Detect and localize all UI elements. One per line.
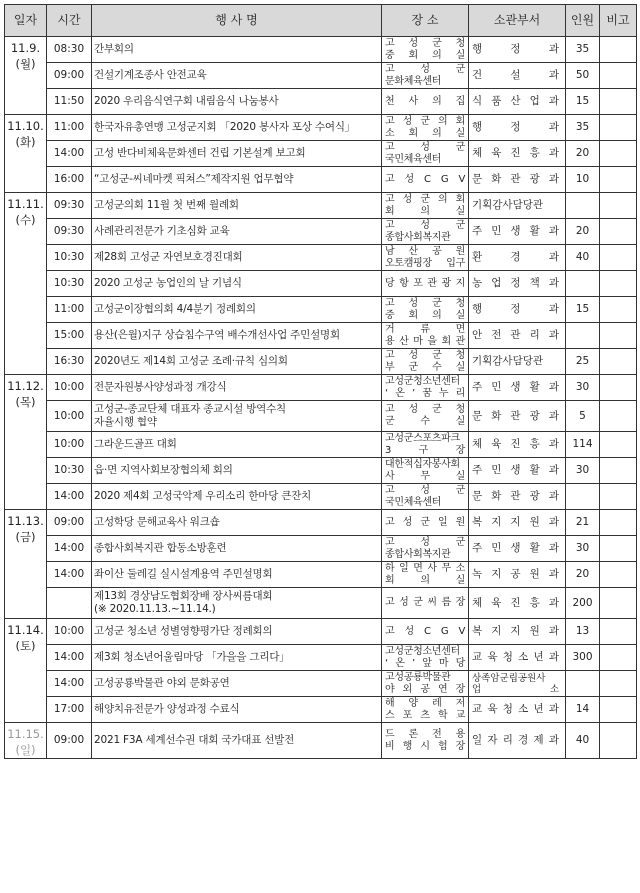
day-label: (목)	[15, 395, 36, 409]
time-cell: 14:00	[47, 671, 92, 697]
event-name-line: 자율시행 협약	[94, 416, 157, 428]
department-cell: 행 정 과	[469, 37, 566, 63]
department-line: 상족암군립공원사	[472, 672, 546, 684]
attendee-count-cell	[566, 671, 600, 697]
date-cell	[5, 723, 47, 759]
attendee-count-cell: 15	[566, 297, 600, 323]
schedule-body	[5, 37, 637, 759]
attendee-count-cell: 40	[566, 723, 600, 759]
department-cell: 행 정 과	[469, 115, 566, 141]
place-line: 해 양 레 저	[385, 697, 465, 709]
place-cell	[382, 562, 469, 588]
place-cell	[382, 619, 469, 645]
place-line: 회 의 실	[385, 205, 465, 217]
place-cell	[382, 349, 469, 375]
time-cell: 10:00	[47, 401, 92, 432]
department-cell: 체 육 진 흥 과	[469, 141, 566, 167]
attendee-count-cell: 14	[566, 697, 600, 723]
time-cell: 16:30	[47, 349, 92, 375]
place-line: 고 성 군 씨 름 장	[385, 597, 465, 608]
table-row	[5, 484, 637, 510]
event-name-cell: 2020 고성군 농업인의 날 기념식	[92, 271, 382, 297]
column-header-dept: 소관부서	[469, 5, 566, 37]
date-label: 11.15.	[7, 727, 44, 741]
place-cell	[382, 484, 469, 510]
attendee-count-cell: 13	[566, 619, 600, 645]
remarks-cell	[600, 697, 637, 723]
department-cell: 농 업 정 책 과	[469, 271, 566, 297]
remarks-cell	[600, 219, 637, 245]
place-cell	[382, 167, 469, 193]
place-cell	[382, 375, 469, 401]
remarks-cell	[600, 671, 637, 697]
place-line: 천 사 의 집	[385, 95, 465, 107]
place-line: 야 외 공 연 장	[385, 683, 465, 695]
column-header-event: 행 사 명	[92, 5, 382, 37]
time-cell: 14:00	[47, 562, 92, 588]
table-row	[5, 297, 637, 323]
event-name-cell	[92, 588, 382, 619]
place-cell	[382, 193, 469, 219]
time-cell: 10:00	[47, 375, 92, 401]
table-row	[5, 141, 637, 167]
event-name-cell: 고성군 청소년 성별영향평가단 정례회의	[92, 619, 382, 645]
department-cell: 주 민 생 활 과	[469, 458, 566, 484]
remarks-cell	[600, 193, 637, 219]
day-label: (일)	[15, 743, 36, 757]
time-cell: 16:00	[47, 167, 92, 193]
date-label: 11.13.	[7, 514, 44, 528]
day-label: (금)	[15, 530, 36, 544]
event-name-cell: 간부회의	[92, 37, 382, 63]
remarks-cell	[600, 401, 637, 432]
event-name-line: (※ 2020.11.13.~11.14.)	[94, 603, 216, 615]
department-cell: 주 민 생 활 과	[469, 219, 566, 245]
place-line: 고 성 군 청	[385, 37, 465, 49]
column-header-time: 시간	[47, 5, 92, 37]
place-line: 3 구 장	[385, 444, 465, 456]
event-name-cell: 종합사회복지관 합동소방훈련	[92, 536, 382, 562]
place-line: 고성군스포츠파크	[385, 432, 460, 444]
column-header-count: 인원	[566, 5, 600, 37]
attendee-count-cell: 20	[566, 141, 600, 167]
attendee-count-cell: 25	[566, 349, 600, 375]
date-label: 11.10.	[7, 119, 44, 133]
event-name-cell: 해양치유전문가 양성과정 수료식	[92, 697, 382, 723]
event-name-cell: 2020 제4회 고성국악제 우리소리 한마당 큰잔치	[92, 484, 382, 510]
place-cell	[382, 89, 469, 115]
table-row	[5, 671, 637, 697]
place-line: 고 성 군 의 회	[385, 193, 465, 205]
day-label: (수)	[15, 213, 36, 227]
time-cell: 17:00	[47, 697, 92, 723]
department-cell: 복 지 지 원 과	[469, 619, 566, 645]
time-cell: 09:30	[47, 219, 92, 245]
place-cell	[382, 645, 469, 671]
place-cell	[382, 271, 469, 297]
attendee-count-cell: 30	[566, 536, 600, 562]
table-row	[5, 193, 637, 219]
table-row	[5, 697, 637, 723]
place-cell	[382, 37, 469, 63]
department-cell: 체 육 진 흥 과	[469, 588, 566, 619]
table-row	[5, 323, 637, 349]
department-cell: 안 전 관 리 과	[469, 323, 566, 349]
place-cell	[382, 323, 469, 349]
place-line: 종합사회복지관	[385, 548, 451, 560]
department-cell: 행 정 과	[469, 297, 566, 323]
time-cell: 10:30	[47, 245, 92, 271]
place-line: 고 성 C G V	[385, 173, 465, 185]
remarks-cell	[600, 484, 637, 510]
event-name-cell: 용산(은월)지구 상습침수구역 배수개선사업 주민설명회	[92, 323, 382, 349]
time-cell: 14:00	[47, 645, 92, 671]
column-header-note: 비고	[600, 5, 637, 37]
time-cell: 09:00	[47, 63, 92, 89]
department-cell: 기획감사담당관	[469, 349, 566, 375]
table-row	[5, 588, 637, 619]
place-line: 고 성 군	[385, 141, 465, 153]
department-cell: 환 경 과	[469, 245, 566, 271]
place-line: 대한적십자봉사회	[385, 458, 460, 470]
attendee-count-cell: 15	[566, 89, 600, 115]
attendee-count-cell	[566, 271, 600, 297]
table-row	[5, 349, 637, 375]
remarks-cell	[600, 536, 637, 562]
place-line: 고 성 군 청	[385, 404, 465, 415]
place-cell	[382, 697, 469, 723]
date-cell	[5, 115, 47, 193]
time-cell: 11:00	[47, 115, 92, 141]
table-row	[5, 89, 637, 115]
place-cell	[382, 401, 469, 432]
place-line: 부 군 수 실	[385, 361, 465, 373]
remarks-cell	[600, 562, 637, 588]
time-cell: 09:30	[47, 193, 92, 219]
place-line: 고 성 군	[385, 536, 465, 548]
event-name-cell: 그라운드골프 대회	[92, 432, 382, 458]
attendee-count-cell: 21	[566, 510, 600, 536]
attendee-count-cell: 35	[566, 115, 600, 141]
place-line: 스 포 츠 학 교	[385, 709, 465, 721]
event-name-cell: 2021 F3A 세계선수권 대회 국가대표 선발전	[92, 723, 382, 759]
event-name-cell: 좌이산 둘레길 실시설계용역 주민설명회	[92, 562, 382, 588]
department-cell: 건 설 과	[469, 63, 566, 89]
event-name-cell: 전문자원봉사양성과정 개강식	[92, 375, 382, 401]
date-label: 11.14.	[7, 623, 44, 637]
place-cell	[382, 671, 469, 697]
table-row	[5, 245, 637, 271]
event-name-cell: 고성군이장협의회 4/4분기 정례회의	[92, 297, 382, 323]
time-cell: 10:30	[47, 458, 92, 484]
day-label: (토)	[15, 639, 36, 653]
table-row	[5, 562, 637, 588]
event-name-cell: 건설기계조종사 안전교육	[92, 63, 382, 89]
event-name-cell: 사례관리전문가 기초심화 교육	[92, 219, 382, 245]
remarks-cell	[600, 245, 637, 271]
event-name-cell: 제3회 청소년어울림마당 「가을을 그리다」	[92, 645, 382, 671]
place-line: 오토캠핑장 입구	[385, 257, 465, 269]
time-cell: 10:00	[47, 432, 92, 458]
time-cell: 09:00	[47, 723, 92, 759]
place-cell	[382, 458, 469, 484]
remarks-cell	[600, 458, 637, 484]
remarks-cell	[600, 63, 637, 89]
place-line: 종합사회복지관	[385, 231, 451, 243]
attendee-count-cell: 20	[566, 562, 600, 588]
date-cell	[5, 619, 47, 723]
time-cell: 08:30	[47, 37, 92, 63]
department-cell: 체 육 진 흥 과	[469, 432, 566, 458]
place-line: 거 류 면	[385, 323, 465, 335]
attendee-count-cell: 30	[566, 375, 600, 401]
attendee-count-cell: 40	[566, 245, 600, 271]
event-name-cell: 고성학당 문해교육사 워크숍	[92, 510, 382, 536]
table-row	[5, 271, 637, 297]
place-line: 하 일 면 사 무 소	[385, 562, 465, 574]
place-line: ‘ 온 ’ 꿈 누 리	[385, 387, 465, 399]
remarks-cell	[600, 141, 637, 167]
table-row	[5, 401, 637, 432]
place-cell	[382, 63, 469, 89]
place-line: 중 회 의 실	[385, 49, 465, 61]
time-cell: 15:00	[47, 323, 92, 349]
place-line: 소 회 의 실	[385, 127, 465, 139]
department-cell: 교 육 청 소 년 과	[469, 645, 566, 671]
column-header-date: 일자	[5, 5, 47, 37]
place-cell	[382, 723, 469, 759]
place-cell	[382, 536, 469, 562]
event-name-cell: 한국자유총연맹 고성군지회 「2020 봉사자 포상 수여식」	[92, 115, 382, 141]
remarks-cell	[600, 271, 637, 297]
place-line: 사 무 실	[385, 470, 465, 482]
remarks-cell	[600, 37, 637, 63]
table-row	[5, 219, 637, 245]
attendee-count-cell: 30	[566, 458, 600, 484]
remarks-cell	[600, 167, 637, 193]
remarks-cell	[600, 323, 637, 349]
department-line: 업 소	[472, 683, 559, 695]
place-line: 문화체육센터	[385, 75, 442, 87]
remarks-cell	[600, 89, 637, 115]
event-name-cell: 2020년도 제14회 고성군 조례·규칙 심의회	[92, 349, 382, 375]
time-cell: 10:30	[47, 271, 92, 297]
date-label: 11.11.	[7, 197, 44, 211]
event-name-cell: 고성 반다비체육문화센터 건립 기본설계 보고회	[92, 141, 382, 167]
attendee-count-cell: 5	[566, 401, 600, 432]
table-row	[5, 63, 637, 89]
department-cell: 주 민 생 활 과	[469, 536, 566, 562]
place-line: 고 성 군	[385, 484, 465, 496]
place-line: 고성군청소년센터	[385, 375, 460, 387]
table-row	[5, 536, 637, 562]
event-name-cell: “고성군-씨네마켓 픽쳐스”제작지원 업무협약	[92, 167, 382, 193]
department-cell: 문 화 관 광 과	[469, 167, 566, 193]
attendee-count-cell	[566, 193, 600, 219]
time-cell	[47, 588, 92, 619]
attendee-count-cell	[566, 323, 600, 349]
department-cell: 기획감사담당관	[469, 193, 566, 219]
department-cell: 문 화 관 광 과	[469, 401, 566, 432]
table-row	[5, 115, 637, 141]
attendee-count-cell	[566, 484, 600, 510]
place-line: 고 성 군 청	[385, 349, 465, 361]
department-cell: 복 지 지 원 과	[469, 510, 566, 536]
remarks-cell	[600, 619, 637, 645]
department-cell	[469, 671, 566, 697]
table-row	[5, 510, 637, 536]
place-cell	[382, 115, 469, 141]
event-name-cell: 읍·면 지역사회보장협의체 회의	[92, 458, 382, 484]
place-line: 회 의 실	[385, 574, 465, 586]
department-cell: 일 자 리 경 제 과	[469, 723, 566, 759]
event-name-cell: 2020 우리음식연구회 내림음식 나눔봉사	[92, 89, 382, 115]
place-line: 남 산 공 원	[385, 245, 465, 257]
day-label: (화)	[15, 135, 36, 149]
department-cell: 녹 지 공 원 과	[469, 562, 566, 588]
remarks-cell	[600, 297, 637, 323]
remarks-cell	[600, 115, 637, 141]
place-cell	[382, 432, 469, 458]
attendee-count-cell: 114	[566, 432, 600, 458]
date-cell	[5, 510, 47, 619]
place-cell	[382, 219, 469, 245]
place-line: 당 항 포 관 광 지	[385, 277, 465, 289]
remarks-cell	[600, 645, 637, 671]
department-cell: 교 육 청 소 년 과	[469, 697, 566, 723]
place-cell	[382, 510, 469, 536]
place-line: 드 론 전 용	[385, 728, 465, 740]
place-line: 비 행 시 험 장	[385, 740, 465, 752]
time-cell: 14:00	[47, 536, 92, 562]
place-cell	[382, 245, 469, 271]
table-row	[5, 645, 637, 671]
attendee-count-cell: 10	[566, 167, 600, 193]
place-line: 국민체육센터	[385, 153, 442, 165]
place-line: ‘ 온 ’ 앞 마 당	[385, 657, 465, 669]
table-row	[5, 37, 637, 63]
attendee-count-cell: 50	[566, 63, 600, 89]
place-line: 고 성 군	[385, 63, 465, 75]
place-line: 국민체육센터	[385, 496, 442, 508]
column-header-place: 장 소	[382, 5, 469, 37]
place-cell	[382, 141, 469, 167]
place-line: 고 성 군 청	[385, 297, 465, 309]
department-cell: 주 민 생 활 과	[469, 375, 566, 401]
place-line: 고 성 C G V	[385, 625, 465, 637]
time-cell: 11:50	[47, 89, 92, 115]
time-cell: 14:00	[47, 141, 92, 167]
place-line: 고 성 군 일 원	[385, 516, 465, 528]
place-line: 고성공룡박물관	[385, 671, 451, 683]
date-cell	[5, 193, 47, 375]
event-name-line: 제13회 경상남도협회장배 장사씨름대회	[94, 590, 273, 602]
place-line: 고 성 군	[385, 219, 465, 231]
time-cell: 10:00	[47, 619, 92, 645]
date-cell	[5, 37, 47, 115]
table-row	[5, 458, 637, 484]
remarks-cell	[600, 432, 637, 458]
day-label: (월)	[15, 57, 36, 71]
table-row	[5, 375, 637, 401]
department-cell: 문 화 관 광 과	[469, 484, 566, 510]
time-cell: 09:00	[47, 510, 92, 536]
event-name-cell: 제28회 고성군 자연보호경진대회	[92, 245, 382, 271]
place-line: 용 산 마 을 회 관	[385, 335, 465, 347]
table-row	[5, 167, 637, 193]
date-label: 11.9.	[10, 41, 41, 55]
place-line: 고 성 군 의 회	[385, 115, 465, 127]
attendee-count-cell: 35	[566, 37, 600, 63]
schedule-table	[4, 4, 637, 759]
event-name-cell: 고성공룡박물관 야외 문화공연	[92, 671, 382, 697]
attendee-count-cell: 20	[566, 219, 600, 245]
event-name-line: 고성군-종교단체 대표자 종교시설 방역수칙	[94, 403, 286, 415]
attendee-count-cell: 300	[566, 645, 600, 671]
remarks-cell	[600, 349, 637, 375]
header-row	[5, 5, 637, 37]
table-row	[5, 619, 637, 645]
remarks-cell	[600, 510, 637, 536]
remarks-cell	[600, 723, 637, 759]
date-cell	[5, 375, 47, 510]
date-label: 11.12.	[7, 379, 44, 393]
event-name-cell	[92, 401, 382, 432]
place-line: 중 회 의 실	[385, 309, 465, 321]
schedule-sheet	[4, 4, 637, 759]
attendee-count-cell: 200	[566, 588, 600, 619]
department-cell: 식 품 산 업 과	[469, 89, 566, 115]
time-cell: 14:00	[47, 484, 92, 510]
remarks-cell	[600, 375, 637, 401]
place-cell	[382, 588, 469, 619]
place-cell	[382, 297, 469, 323]
place-line: 고성군청소년센터	[385, 645, 460, 657]
place-line: 군 수 실	[385, 416, 465, 427]
remarks-cell	[600, 588, 637, 619]
event-name-cell: 고성군의회 11월 첫 번째 월례회	[92, 193, 382, 219]
time-cell: 11:00	[47, 297, 92, 323]
table-row	[5, 723, 637, 759]
table-row	[5, 432, 637, 458]
